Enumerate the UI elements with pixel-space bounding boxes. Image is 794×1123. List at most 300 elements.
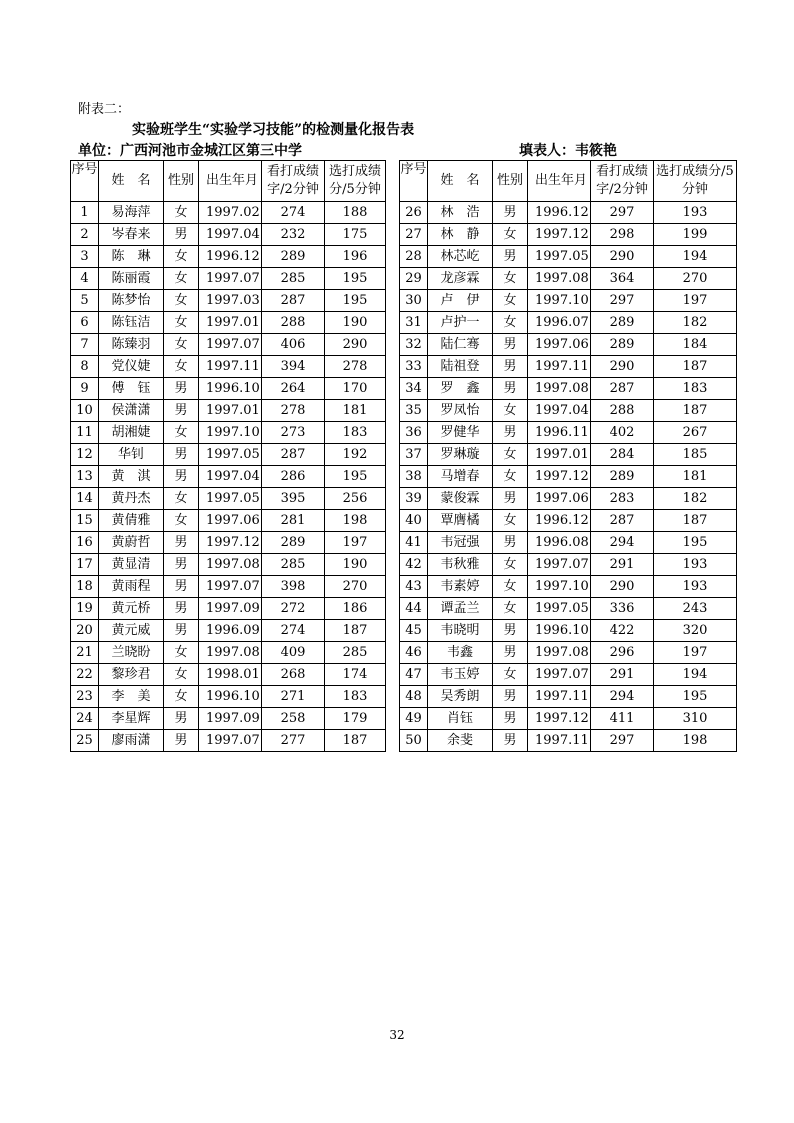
cell-selection: 193: [654, 554, 737, 576]
cell-selection: 195: [325, 466, 386, 488]
cell-selection: 285: [325, 642, 386, 664]
cell-gender: 男: [493, 686, 528, 708]
cell-gender: 女: [164, 334, 199, 356]
cell-selection: 187: [325, 730, 386, 752]
cell-name: 侯潇潇: [99, 400, 164, 422]
column-gap: [386, 510, 400, 532]
cell-gender: 女: [493, 554, 528, 576]
cell-gender: 女: [164, 488, 199, 510]
cell-seq: 8: [71, 356, 99, 378]
cell-seq: 28: [400, 246, 428, 268]
cell-selection: 186: [325, 598, 386, 620]
cell-birth: 1997.07: [199, 576, 262, 598]
cell-seq: 3: [71, 246, 99, 268]
cell-name: 肖钰: [428, 708, 493, 730]
table-row: [71, 466, 737, 488]
cell-birth: 1997.05: [199, 488, 262, 510]
cell-typing: 287: [591, 378, 654, 400]
cell-typing: 398: [262, 576, 325, 598]
cell-typing: 289: [591, 466, 654, 488]
cell-gender: 女: [493, 312, 528, 334]
cell-gender: 女: [164, 268, 199, 290]
cell-name: 陆仁骞: [428, 334, 493, 356]
cell-name: 黄元威: [99, 620, 164, 642]
cell-seq: 14: [71, 488, 99, 510]
cell-birth: 1997.05: [528, 598, 591, 620]
cell-seq: 5: [71, 290, 99, 312]
cell-name: 余斐: [428, 730, 493, 752]
cell-gender: 女: [493, 444, 528, 466]
cell-birth: 1997.11: [199, 356, 262, 378]
cell-name: 陈梦怡: [99, 290, 164, 312]
cell-name: 黄元桥: [99, 598, 164, 620]
cell-name: 韦秋雅: [428, 554, 493, 576]
cell-birth: 1997.07: [199, 334, 262, 356]
cell-birth: 1997.10: [528, 290, 591, 312]
cell-typing: 287: [262, 290, 325, 312]
cell-gender: 男: [164, 400, 199, 422]
cell-seq: 22: [71, 664, 99, 686]
cell-seq: 7: [71, 334, 99, 356]
cell-typing: 268: [262, 664, 325, 686]
table-row: [71, 510, 737, 532]
cell-typing: 287: [262, 444, 325, 466]
cell-selection: 310: [654, 708, 737, 730]
column-gap: [386, 488, 400, 510]
cell-selection: 193: [654, 202, 737, 224]
cell-seq: 20: [71, 620, 99, 642]
cell-seq: 26: [400, 202, 428, 224]
cell-birth: 1997.08: [528, 642, 591, 664]
cell-name: 陈钰洁: [99, 312, 164, 334]
cell-gender: 女: [493, 598, 528, 620]
cell-selection: 196: [325, 246, 386, 268]
cell-seq: 23: [71, 686, 99, 708]
cell-seq: 1: [71, 202, 99, 224]
cell-selection: 181: [654, 466, 737, 488]
cell-gender: 女: [164, 510, 199, 532]
score-table: [70, 160, 737, 752]
column-gap: [386, 161, 400, 202]
table-row: [71, 202, 737, 224]
cell-selection: 170: [325, 378, 386, 400]
cell-birth: 1996.08: [528, 532, 591, 554]
cell-seq: 34: [400, 378, 428, 400]
cell-gender: 女: [493, 510, 528, 532]
cell-name: 覃膺橘: [428, 510, 493, 532]
table-row: [71, 730, 737, 752]
cell-name: 罗健华: [428, 422, 493, 444]
cell-selection: 197: [325, 532, 386, 554]
cell-typing: 406: [262, 334, 325, 356]
cell-gender: 男: [493, 532, 528, 554]
cell-name: 卢 伊: [428, 290, 493, 312]
header-name: 姓 名: [428, 161, 493, 202]
cell-typing: 288: [591, 400, 654, 422]
column-gap: [386, 312, 400, 334]
cell-seq: 19: [71, 598, 99, 620]
cell-seq: 30: [400, 290, 428, 312]
cell-birth: 1996.10: [528, 620, 591, 642]
cell-name: 易海萍: [99, 202, 164, 224]
cell-birth: 1996.12: [528, 510, 591, 532]
cell-gender: 男: [493, 246, 528, 268]
cell-gender: 男: [493, 708, 528, 730]
cell-typing: 402: [591, 422, 654, 444]
column-gap: [386, 576, 400, 598]
cell-typing: 286: [262, 466, 325, 488]
cell-birth: 1997.01: [528, 444, 591, 466]
cell-gender: 男: [164, 532, 199, 554]
cell-selection: 194: [654, 664, 737, 686]
cell-birth: 1996.12: [199, 246, 262, 268]
cell-selection: 187: [654, 356, 737, 378]
cell-seq: 46: [400, 642, 428, 664]
cell-name: 林 静: [428, 224, 493, 246]
header-typing: 看打成绩字/2分钟: [591, 161, 654, 202]
table-row: [71, 334, 737, 356]
cell-selection: 183: [654, 378, 737, 400]
header-gender: 性别: [164, 161, 199, 202]
cell-selection: 192: [325, 444, 386, 466]
cell-selection: 179: [325, 708, 386, 730]
column-gap: [386, 598, 400, 620]
cell-name: 黎珍君: [99, 664, 164, 686]
cell-selection: 195: [325, 268, 386, 290]
cell-selection: 184: [654, 334, 737, 356]
cell-selection: 270: [654, 268, 737, 290]
cell-seq: 31: [400, 312, 428, 334]
column-gap: [386, 224, 400, 246]
cell-seq: 50: [400, 730, 428, 752]
cell-typing: 394: [262, 356, 325, 378]
cell-selection: 199: [654, 224, 737, 246]
cell-name: 罗凤怡: [428, 400, 493, 422]
column-gap: [386, 642, 400, 664]
header-seq: 序号: [400, 161, 428, 202]
cell-gender: 女: [164, 290, 199, 312]
cell-gender: 女: [493, 290, 528, 312]
cell-seq: 33: [400, 356, 428, 378]
header-seq: 序号: [71, 161, 99, 202]
table-row: [71, 642, 737, 664]
table-row: [71, 422, 737, 444]
cell-seq: 2: [71, 224, 99, 246]
cell-birth: 1997.06: [528, 334, 591, 356]
table-row: [71, 312, 737, 334]
cell-birth: 1997.12: [528, 224, 591, 246]
cell-birth: 1998.01: [199, 664, 262, 686]
cell-birth: 1997.06: [199, 510, 262, 532]
filler-label: 填表人：韦筱艳: [519, 143, 617, 159]
cell-gender: 男: [164, 730, 199, 752]
cell-birth: 1997.12: [199, 532, 262, 554]
cell-selection: 187: [654, 510, 737, 532]
cell-typing: 289: [591, 312, 654, 334]
cell-typing: 281: [262, 510, 325, 532]
column-gap: [386, 620, 400, 642]
cell-typing: 364: [591, 268, 654, 290]
cell-selection: 174: [325, 664, 386, 686]
cell-typing: 422: [591, 620, 654, 642]
cell-seq: 21: [71, 642, 99, 664]
cell-gender: 男: [493, 422, 528, 444]
table-row: [71, 246, 737, 268]
cell-typing: 285: [262, 268, 325, 290]
column-gap: [386, 664, 400, 686]
cell-typing: 273: [262, 422, 325, 444]
cell-name: 黄丹杰: [99, 488, 164, 510]
cell-selection: 185: [654, 444, 737, 466]
cell-name: 卢护一: [428, 312, 493, 334]
cell-name: 罗琳璇: [428, 444, 493, 466]
cell-seq: 36: [400, 422, 428, 444]
cell-typing: 298: [591, 224, 654, 246]
cell-gender: 男: [164, 224, 199, 246]
cell-typing: 290: [591, 246, 654, 268]
cell-seq: 38: [400, 466, 428, 488]
cell-gender: 女: [164, 312, 199, 334]
cell-gender: 女: [493, 576, 528, 598]
cell-selection: 197: [654, 642, 737, 664]
cell-gender: 男: [493, 642, 528, 664]
cell-seq: 42: [400, 554, 428, 576]
cell-selection: 290: [325, 334, 386, 356]
cell-gender: 男: [493, 730, 528, 752]
cell-typing: 395: [262, 488, 325, 510]
cell-gender: 男: [164, 620, 199, 642]
cell-birth: 1997.11: [528, 730, 591, 752]
cell-typing: 289: [262, 246, 325, 268]
cell-seq: 48: [400, 686, 428, 708]
cell-selection: 267: [654, 422, 737, 444]
cell-name: 陆祖登: [428, 356, 493, 378]
cell-birth: 1997.07: [199, 730, 262, 752]
cell-name: 陈丽霞: [99, 268, 164, 290]
header-row: [71, 161, 737, 202]
cell-typing: 258: [262, 708, 325, 730]
cell-name: 韦鑫: [428, 642, 493, 664]
cell-seq: 41: [400, 532, 428, 554]
cell-name: 吴秀朗: [428, 686, 493, 708]
cell-seq: 6: [71, 312, 99, 334]
column-gap: [386, 202, 400, 224]
table-row: [71, 576, 737, 598]
cell-birth: 1996.10: [199, 686, 262, 708]
cell-seq: 43: [400, 576, 428, 598]
cell-seq: 27: [400, 224, 428, 246]
cell-typing: 411: [591, 708, 654, 730]
cell-seq: 32: [400, 334, 428, 356]
column-gap: [386, 708, 400, 730]
cell-selection: 195: [325, 290, 386, 312]
header-name: 姓 名: [99, 161, 164, 202]
column-gap: [386, 378, 400, 400]
cell-typing: 289: [591, 334, 654, 356]
column-gap: [386, 466, 400, 488]
report-title: 实验班学生“实验学习技能”的检测量化报告表: [132, 122, 415, 138]
cell-selection: 195: [654, 686, 737, 708]
cell-birth: 1997.07: [528, 554, 591, 576]
cell-typing: 297: [591, 202, 654, 224]
cell-name: 傅 钰: [99, 378, 164, 400]
header-birth: 出生年月: [528, 161, 591, 202]
cell-birth: 1997.05: [199, 444, 262, 466]
table-row: [71, 224, 737, 246]
cell-seq: 16: [71, 532, 99, 554]
table-row: [71, 356, 737, 378]
cell-selection: 183: [325, 422, 386, 444]
cell-gender: 男: [493, 202, 528, 224]
table-row: [71, 686, 737, 708]
cell-typing: 271: [262, 686, 325, 708]
cell-gender: 男: [164, 378, 199, 400]
cell-seq: 15: [71, 510, 99, 532]
cell-name: 罗 鑫: [428, 378, 493, 400]
cell-name: 李 美: [99, 686, 164, 708]
column-gap: [386, 400, 400, 422]
cell-name: 华钊: [99, 444, 164, 466]
cell-gender: 男: [164, 466, 199, 488]
table-row: [71, 620, 737, 642]
cell-gender: 男: [493, 334, 528, 356]
cell-seq: 40: [400, 510, 428, 532]
cell-birth: 1997.03: [199, 290, 262, 312]
cell-birth: 1997.01: [199, 400, 262, 422]
cell-name: 陈臻羽: [99, 334, 164, 356]
table-row: [71, 708, 737, 730]
cell-name: 林 浩: [428, 202, 493, 224]
cell-gender: 女: [164, 686, 199, 708]
cell-typing: 290: [591, 356, 654, 378]
cell-typing: 289: [262, 532, 325, 554]
table-row: [71, 400, 737, 422]
cell-typing: 297: [591, 730, 654, 752]
cell-selection: 197: [654, 290, 737, 312]
column-gap: [386, 290, 400, 312]
cell-name: 黄雨程: [99, 576, 164, 598]
cell-typing: 296: [591, 642, 654, 664]
cell-seq: 18: [71, 576, 99, 598]
cell-typing: 264: [262, 378, 325, 400]
table-row: [71, 268, 737, 290]
table-row: [71, 532, 737, 554]
cell-gender: 男: [493, 620, 528, 642]
cell-gender: 女: [164, 202, 199, 224]
cell-birth: 1997.02: [199, 202, 262, 224]
cell-gender: 女: [493, 664, 528, 686]
cell-selection: 181: [325, 400, 386, 422]
table-row: [71, 554, 737, 576]
table-body: [71, 202, 737, 752]
cell-birth: 1996.07: [528, 312, 591, 334]
column-gap: [386, 268, 400, 290]
cell-typing: 290: [591, 576, 654, 598]
cell-gender: 女: [493, 400, 528, 422]
cell-seq: 10: [71, 400, 99, 422]
cell-birth: 1997.04: [199, 224, 262, 246]
cell-selection: 278: [325, 356, 386, 378]
cell-gender: 女: [164, 642, 199, 664]
cell-gender: 女: [164, 246, 199, 268]
cell-seq: 45: [400, 620, 428, 642]
cell-seq: 39: [400, 488, 428, 510]
cell-typing: 274: [262, 202, 325, 224]
cell-name: 韦冠强: [428, 532, 493, 554]
cell-selection: 190: [325, 312, 386, 334]
cell-seq: 24: [71, 708, 99, 730]
table-row: [71, 444, 737, 466]
cell-birth: 1997.06: [528, 488, 591, 510]
cell-selection: 198: [654, 730, 737, 752]
cell-selection: 188: [325, 202, 386, 224]
cell-birth: 1997.09: [199, 708, 262, 730]
cell-typing: 294: [591, 532, 654, 554]
column-gap: [386, 422, 400, 444]
cell-birth: 1996.09: [199, 620, 262, 642]
cell-birth: 1997.12: [528, 708, 591, 730]
cell-name: 黄显清: [99, 554, 164, 576]
column-gap: [386, 686, 400, 708]
cell-name: 党仪婕: [99, 356, 164, 378]
cell-name: 黄倩雅: [99, 510, 164, 532]
cell-typing: 283: [591, 488, 654, 510]
cell-birth: 1996.11: [528, 422, 591, 444]
cell-typing: 297: [591, 290, 654, 312]
cell-typing: 277: [262, 730, 325, 752]
cell-typing: 294: [591, 686, 654, 708]
cell-birth: 1996.12: [528, 202, 591, 224]
column-gap: [386, 334, 400, 356]
cell-seq: 4: [71, 268, 99, 290]
cell-gender: 男: [164, 444, 199, 466]
cell-typing: 284: [591, 444, 654, 466]
cell-seq: 35: [400, 400, 428, 422]
cell-selection: 175: [325, 224, 386, 246]
table-row: [71, 378, 737, 400]
cell-gender: 男: [164, 554, 199, 576]
cell-name: 韦玉婷: [428, 664, 493, 686]
cell-selection: 320: [654, 620, 737, 642]
cell-gender: 女: [493, 268, 528, 290]
cell-selection: 190: [325, 554, 386, 576]
cell-name: 黄 淇: [99, 466, 164, 488]
cell-selection: 256: [325, 488, 386, 510]
cell-seq: 44: [400, 598, 428, 620]
cell-selection: 183: [325, 686, 386, 708]
cell-typing: 336: [591, 598, 654, 620]
cell-birth: 1997.08: [528, 268, 591, 290]
cell-name: 韦晓明: [428, 620, 493, 642]
cell-typing: 409: [262, 642, 325, 664]
table-row: [71, 488, 737, 510]
cell-gender: 女: [164, 664, 199, 686]
cell-birth: 1997.04: [199, 466, 262, 488]
cell-birth: 1997.09: [199, 598, 262, 620]
cell-typing: 291: [591, 554, 654, 576]
unit-label: 单位：广西河池市金城江区第三中学: [78, 143, 302, 159]
cell-gender: 男: [164, 576, 199, 598]
header-selection: 选打成绩分/5分钟: [325, 161, 386, 202]
column-gap: [386, 554, 400, 576]
cell-typing: 288: [262, 312, 325, 334]
column-gap: [386, 246, 400, 268]
cell-gender: 男: [493, 356, 528, 378]
cell-seq: 25: [71, 730, 99, 752]
cell-seq: 47: [400, 664, 428, 686]
cell-typing: 272: [262, 598, 325, 620]
cell-birth: 1997.08: [199, 554, 262, 576]
